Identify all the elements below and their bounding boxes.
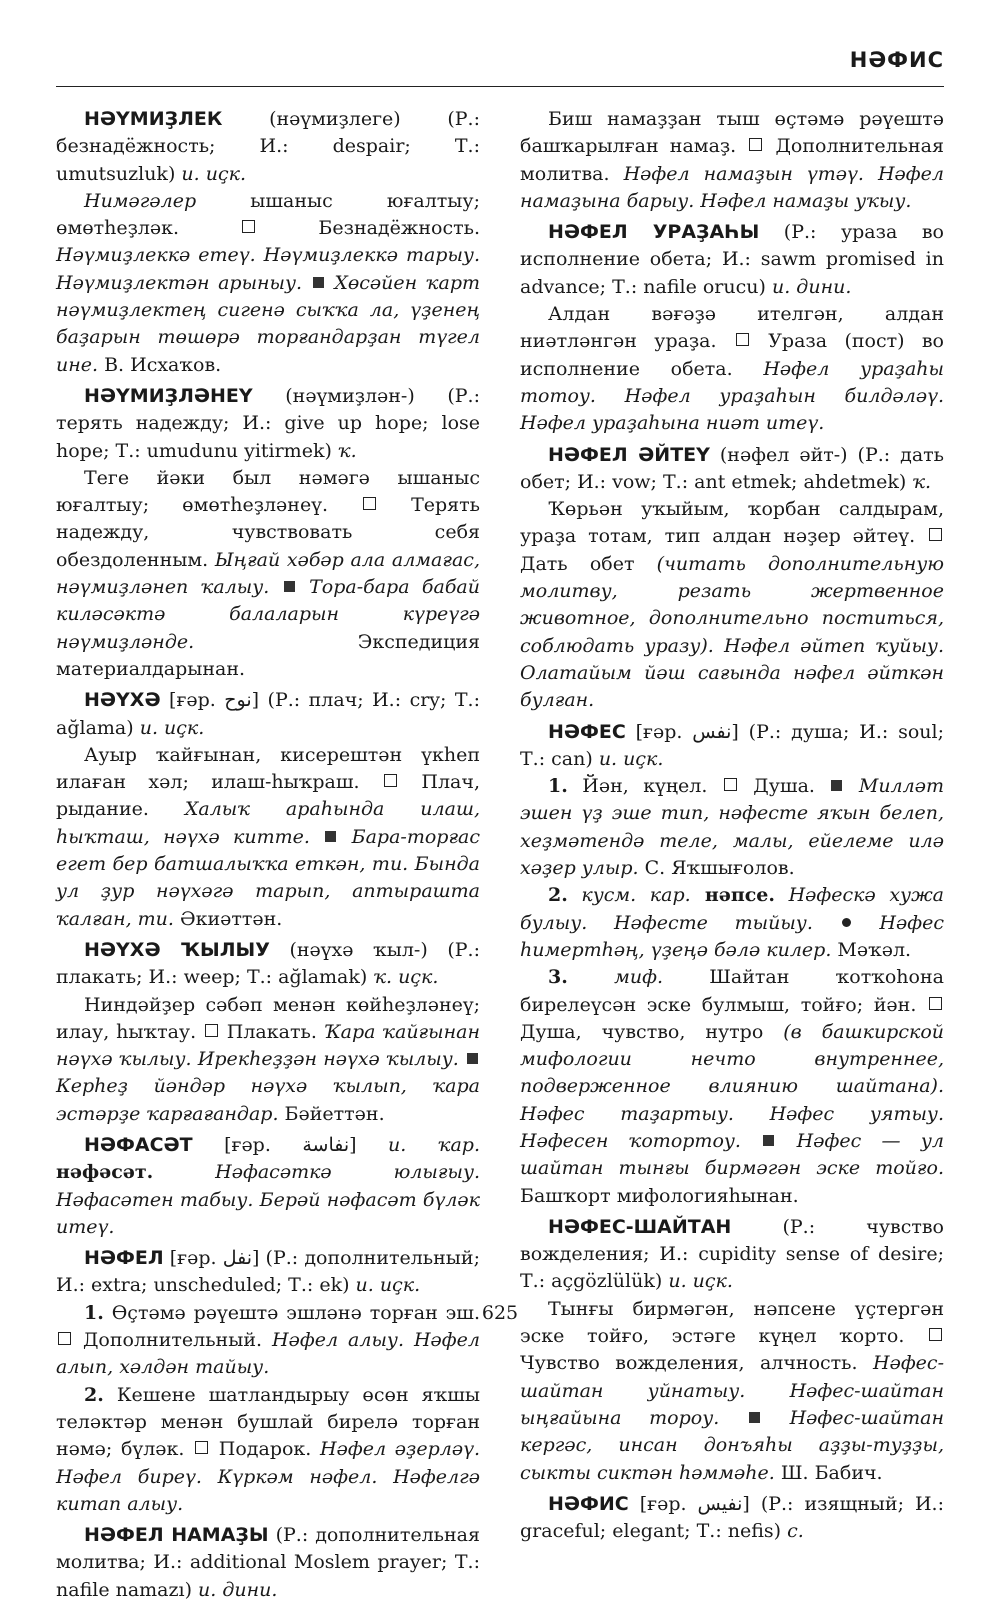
quote-source: Мәҡәл. — [831, 938, 912, 961]
square-marker-icon — [831, 780, 842, 791]
headword: НӘФЕС-ШАЙТАН — [548, 1215, 732, 1238]
russian-translation: Душа, чувство, нутро — [520, 1020, 784, 1043]
quotation: Бара-торғас егет бер батшалыҡҡа еткән, ти. Бында ул ҙур нәүхәгә тарып, аптырашта ҡалған, ти. — [56, 825, 481, 930]
examples: Нәүмиҙлеккә етеү. Нәүмиҙлеккә тарыу. Нәүмиҙлектән арыныу. — [56, 244, 480, 294]
definition: Ҡөрьән уҡыйым, ҡорбан салдырам, ураҙа тотам, тип алдан нәҙер әйтеү. — [520, 498, 944, 548]
quote-source: Ш. Бабич. — [774, 1461, 883, 1484]
examples: Нәфел әҙерләү. Нәфел биреү. Күркәм нәфел. Нәфелгә китап алыу. — [56, 1438, 481, 1515]
square-marker-icon — [284, 581, 295, 592]
definition: Биш намаҙҙан тыш өҫтәмә рәүештә башҡарылған намаҙ. — [520, 108, 944, 158]
cross-reference: нәфәсәт. — [56, 1161, 154, 1184]
definition: Ниндәйҙер сәбәп менән көйһеҙләнеү; илау, һыҡтау. — [56, 993, 480, 1043]
sense-number: 1. — [548, 775, 568, 798]
entry-nafel-aiteu — [520, 442, 944, 715]
box-marker-icon — [929, 997, 942, 1010]
sense-number: 2. — [548, 884, 568, 907]
quotation: Милләт эшен үҙ эше тип, нәфесте яҡын белеп, хеҙмәтендә теле, малы, ейелеме илә хәҙер улыр. — [520, 775, 945, 880]
quotation: Хөсәйен ҡарт нәүмиҙлектең сигенә сыҡҡа ла, үҙенең баҙарын төшөрә торғандарҙан түгел ине. — [56, 271, 480, 376]
russian-translation: Ураза (пост) во исполнение обета. — [520, 330, 944, 380]
quote-source: Экспедиция материалдарынан. — [56, 630, 480, 680]
entry-tags: и. дини. — [771, 275, 852, 298]
box-marker-icon — [736, 333, 749, 346]
entry-grammar: (Р.: дополнительная молитва; И.: additional Moslem prayer; Т.: nafile namazı) — [56, 1524, 480, 1601]
headword: НӘФАСӘТ — [84, 1133, 193, 1156]
examples: Нәфел ураҙаһы тотоу. Нәфел ураҙаһын билдәләү. Нәфел ураҙаһына ниәт итеү. — [520, 357, 944, 435]
entry-nauha — [56, 687, 480, 933]
examples: Ыңғай хәбәр ала алмағас, нәүмиҙләнеп ҡалыу. — [56, 548, 480, 599]
square-marker-icon — [325, 831, 336, 842]
entry-nafel — [56, 1245, 480, 1518]
entry-tags: ҡ. — [912, 470, 932, 493]
entry-tags: и. ҡар. — [388, 1133, 481, 1156]
entry-nafes — [520, 719, 944, 1210]
entry-nafel-urazahy — [520, 219, 944, 437]
quote-source: Башҡорт мифологияһынан. — [520, 1184, 799, 1207]
entry-nafel-namazy — [56, 1522, 480, 1604]
entry-nafel-namazy-cont — [520, 106, 944, 215]
definition: Кешене шатландырыу өсөн яҡшы теләктәр менән бушлай бирелә торған нәмә; бүләк. — [56, 1383, 480, 1461]
right-column — [520, 106, 944, 1549]
entry-grammar: (нәүхә ҡыл-) (Р.: плакать; И.: weep; Т.: ağlamak) — [56, 938, 480, 989]
examples: Нәфескә хужа булыу. Нәфесте тыйыу. — [520, 884, 944, 934]
box-marker-icon — [195, 1441, 208, 1454]
box-marker-icon — [242, 220, 255, 233]
entry-grammar: (нәфел әйт-) (Р.: дать обет; И.: vow; Т.: ant etmek; ahdetmek) — [520, 443, 945, 493]
entry-grammar: (Р.: ураза во исполнение обета; И.: sawm promised in advance; Т.: nafile orucu) — [520, 221, 944, 298]
russian-translation: Подарок. — [218, 1438, 321, 1461]
running-head: НӘФИС — [849, 48, 944, 72]
headword: НӘФЕЛ ӘЙТЕҮ — [548, 443, 710, 466]
box-marker-icon — [363, 497, 376, 510]
quotation: Нәфес — ул шайтан тынғы бирмәгән эске тойғо. — [520, 1129, 944, 1180]
entry-grammar: [ғәр. نفاسة] — [192, 1133, 389, 1156]
square-marker-icon — [749, 1412, 760, 1423]
entry-naumidlek — [56, 106, 480, 379]
examples: Халыҡ араһында илаш, һыҡташ, нәүхә китте. — [56, 798, 480, 848]
entry-tags: миф. — [567, 966, 663, 989]
russian-translation: Дополнительный. — [82, 1329, 273, 1352]
russian-translation: Душа. — [753, 775, 830, 798]
examples: Нәфес таҙартыу. Нәфес уятыу. Нәфесен ҡотортоу. — [520, 1102, 944, 1152]
headword: НӘФЕЛ УРАҘАҺЫ — [548, 221, 760, 244]
definition: Алдан вәғәҙә ителгән, алдан ниәтләнгән ураҙа. — [520, 303, 944, 353]
proverb: Нәфес һимертһәң, үҙеңә бәлә килер. — [520, 911, 944, 961]
entry-tags: и. дини. — [198, 1578, 278, 1601]
examples: Нәфасәткә юлығыу. Нәфасәтен табыу. Берәй нәфасәт бүләк итеү. — [56, 1161, 481, 1238]
definition: Өҫтәмә рәүештә эшләнә торған эш. — [103, 1301, 480, 1324]
russian-translation: Терять надежду, чувствовать себя обездоленным. — [56, 494, 480, 571]
entry-grammar: [ғәр. نفيس] (Р.: изящный; И.: graceful; elegant; Т.: nefis) — [520, 1492, 944, 1543]
headword: НӘҮХӘ ҠЫЛЫУ — [84, 938, 270, 961]
sense-number: 2. — [84, 1383, 104, 1406]
entry-nafasat — [56, 1132, 480, 1241]
entry-nafis — [520, 1491, 944, 1546]
entry-tags: и. иҫк. — [139, 716, 205, 739]
entry-tags: кусм. кар. — [567, 884, 691, 907]
sense-number: 3. — [548, 966, 568, 989]
cross-reference: нәпсе. — [690, 884, 776, 907]
quotation: Нәфес-шайтан кергәс, инсан донъяһы аҙҙы-туҙҙы, сыкты сиктән һәммәһе. — [520, 1406, 944, 1484]
headword: НӘҮМИҘЛӘНЕҮ — [84, 384, 253, 407]
entry-grammar: [ғәр. نفس] (Р.: душа; И.: soul; Т.: can) — [520, 720, 944, 770]
headword: НӘФЕЛ НАМАҘЫ — [84, 1524, 269, 1547]
russian-translation: Чувство вожделения, алчность. — [520, 1352, 873, 1375]
quotation: Тора-бара бабай киләсәктә балаларын күреүгә нәүмиҙләнде. — [56, 576, 480, 653]
entry-tags: и. иҫк. — [181, 162, 246, 185]
page-number: 625 — [481, 1302, 519, 1324]
quotation: Керһеҙ йәндәр нәүхә ҡылып, ҡара эстәрҙе ҡарғағандар. — [56, 1075, 480, 1125]
examples: Нәфел алыу. Нәфел алып, хәлдән тайыу. — [56, 1329, 480, 1379]
russian-translation: Дополнительная молитва. — [520, 135, 944, 185]
square-marker-icon — [763, 1135, 774, 1146]
definition: ышаныс юғалтыу; өмөтһеҙләк. — [56, 189, 480, 240]
box-marker-icon — [929, 1328, 942, 1341]
entry-tags: ҡ. — [337, 439, 357, 462]
russian-translation: Безнадёжность. — [318, 217, 480, 240]
definition: Тынғы бирмәгән, нәпсене үҫтергән эске тойғо, эстәге күңел ҡорто. — [520, 1297, 944, 1348]
quote-source: В. Исхаҡов. — [98, 353, 222, 376]
definition: Ауыр ҡайғынан, кисерештән үкһеп илаған хәл; илаш-һыҡраш. — [56, 743, 480, 794]
entry-grammar: (нәүмиҙлеге) (Р.: безнадёжность; И.: despair; Т.: umutsuzluk) — [56, 108, 480, 185]
entry-nafes-shaitan — [520, 1214, 944, 1487]
entry-grammar: (Р.: чувство вожделения; И.: cupidity sense of desire; Т.: açgözlülük) — [520, 1215, 944, 1293]
examples: Нәфел намаҙын үтәү. Нәфел намаҙына барыу. Нәфел намаҙы уҡыу. — [520, 162, 944, 212]
usage-note: (в башкирской мифологии нечто внутреннее, подверженное влиянию шайтана). — [520, 1020, 945, 1098]
square-marker-icon — [313, 277, 324, 288]
headword: НӘФЕС — [548, 720, 626, 743]
box-marker-icon — [929, 528, 942, 541]
definition: Теге йәки был нәмәгә ышаныс юғалтыу; өмөтһеҙләнеү. — [56, 466, 480, 517]
box-marker-icon — [384, 774, 397, 787]
headword: НӘҮМИҘЛЕК — [84, 108, 223, 130]
russian-translation: Плач, рыдание. — [56, 771, 480, 821]
entry-grammar: [ғәр. نوح] (Р.: плач; И.: cry; Т.: ağlama) — [56, 689, 480, 739]
examples: Нәфес-шайтан уйнатыу. Нәфес-шайтан ыңғайына тороу. — [520, 1352, 944, 1429]
entry-tags: и. иҫк. — [598, 747, 664, 770]
sense-number: 1. — [84, 1301, 104, 1324]
headword: НӘҮХӘ — [84, 689, 161, 712]
examples: Нәфел әйтеп ҡуйыу. Олатайым йәш сағында нәфел әйткән булған. — [520, 634, 944, 712]
definition: Шайтан ҡотҡоhона бирелеүсән эске булмыш, тойғо; йән. — [520, 966, 944, 1016]
quote-source: Бәйеттән. — [278, 1102, 385, 1125]
headword: НӘФЕЛ — [84, 1247, 164, 1270]
left-column — [56, 106, 480, 1608]
usage-note: (читать дополнительную молитву, резать жертвенное животное, дополнительно поститься, соблюдать уразу). — [520, 552, 944, 657]
entry-tags: ҡ. иҫк. — [373, 966, 439, 989]
example: Нимәгәлер — [84, 189, 197, 212]
square-marker-icon — [467, 1053, 478, 1064]
entry-grammar: [ғәр. نفل] (Р.: дополнительный; И.: extra; unscheduled; Т.: ek) — [56, 1247, 480, 1297]
box-marker-icon — [58, 1332, 71, 1345]
examples: Ҡара ҡайғынан нәүхә ҡылыу. Ирекһеҙҙән нәүхә ҡылыу. — [56, 1020, 480, 1071]
russian-translation: Дать обет — [520, 552, 657, 575]
entry-tags: и. иҫк. — [668, 1270, 733, 1293]
quote-source: Әкиәттән. — [173, 907, 283, 930]
entry-grammar: (нәүмиҙлән-) (Р.: терять надежду; И.: give up hope; lose hope; Т.: umudunu yitirmek) — [56, 384, 480, 462]
entry-tags: и. иҫк. — [355, 1274, 421, 1297]
russian-translation: Плакать. — [226, 1020, 324, 1043]
box-marker-icon — [724, 778, 737, 791]
headword: НӘФИС — [548, 1492, 629, 1515]
entry-naumidlaneu — [56, 383, 480, 683]
box-marker-icon — [749, 138, 762, 151]
proverb-marker-icon — [842, 918, 851, 927]
header-rule — [56, 86, 944, 87]
entry-nauha-kylyu — [56, 937, 480, 1128]
entry-tags: с. — [787, 1520, 804, 1543]
definition: Йән, күңел. — [567, 775, 722, 798]
box-marker-icon — [205, 1024, 218, 1037]
quote-source: С. Яҡшығолов. — [638, 857, 795, 880]
